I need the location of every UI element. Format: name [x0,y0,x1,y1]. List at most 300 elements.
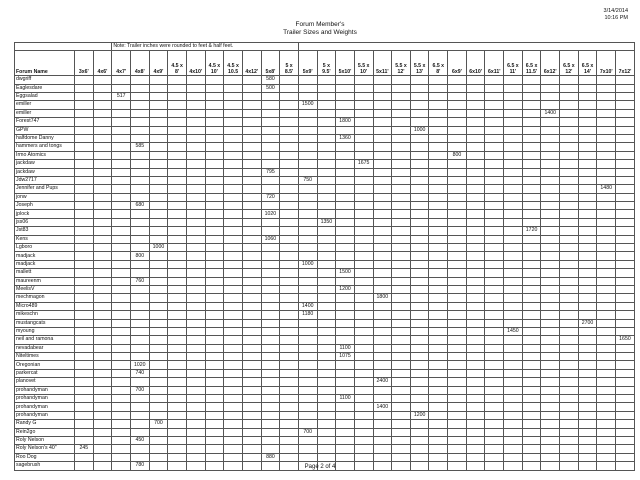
empty-cell [205,353,224,361]
empty-cell [578,151,597,159]
empty-cell [504,109,523,117]
empty-cell [336,193,355,201]
empty-cell [392,353,411,361]
column-header-line: 4x12' [245,69,259,76]
empty-cell [578,403,597,411]
empty-cell [93,369,112,377]
forum-name-cell: hammers and tongs [15,143,75,151]
empty-cell [541,411,560,419]
empty-cell [168,109,187,117]
empty-cell [448,202,467,210]
empty-cell [317,336,336,344]
empty-cell [466,84,485,92]
empty-cell [392,386,411,394]
empty-cell [354,277,373,285]
empty-cell [168,176,187,184]
empty-cell [392,302,411,310]
empty-cell [130,84,149,92]
column-header-size [429,51,448,76]
column-header-line: 7x10' [599,69,613,76]
empty-cell [466,353,485,361]
empty-cell [616,269,635,277]
empty-cell [280,134,299,142]
empty-cell [373,227,392,235]
empty-cell [336,336,355,344]
empty-cell [168,437,187,445]
empty-cell [522,176,541,184]
empty-cell [186,134,205,142]
empty-cell [261,437,280,445]
empty-cell [242,403,261,411]
empty-cell [466,76,485,84]
empty-cell [298,218,317,226]
column-header-line: 4x6' [97,69,108,76]
empty-cell [242,369,261,377]
empty-cell [112,134,131,142]
table-row [15,403,635,411]
column-header-line: 5.5 x [395,63,407,70]
empty-cell [504,294,523,302]
forum-name-cell: maureenm [15,277,75,285]
empty-cell [410,260,429,268]
empty-cell [298,403,317,411]
empty-cell [130,168,149,176]
forum-name-cell: sagebrush [15,462,75,470]
empty-cell [93,403,112,411]
empty-cell [112,344,131,352]
empty-cell [522,260,541,268]
empty-cell [242,319,261,327]
empty-cell [560,285,579,293]
empty-cell [410,395,429,403]
empty-cell [112,185,131,193]
empty-cell [224,453,243,461]
empty-cell [280,143,299,151]
empty-cell [149,260,168,268]
empty-cell [317,260,336,268]
empty-cell [93,227,112,235]
weight-cell: 780 [130,462,149,470]
empty-cell [392,134,411,142]
empty-cell [448,285,467,293]
empty-cell [168,386,187,394]
empty-cell [93,84,112,92]
empty-cell [130,92,149,100]
empty-cell [149,378,168,386]
weight-cell: 1350 [317,218,336,226]
empty-cell [186,109,205,117]
empty-cell [541,126,560,134]
empty-cell [112,269,131,277]
forum-name-cell: prohandyman [15,386,75,394]
empty-cell [541,369,560,377]
empty-cell [317,277,336,285]
empty-cell [522,109,541,117]
empty-cell [466,386,485,394]
empty-cell [522,118,541,126]
forum-name-cell: dwgriff [15,76,75,84]
empty-cell [149,327,168,335]
empty-cell [504,302,523,310]
title-line-1: Forum Member's [295,21,345,28]
empty-cell [354,218,373,226]
empty-cell [93,168,112,176]
empty-cell [578,252,597,260]
empty-cell [429,101,448,109]
column-header-size [298,51,317,76]
empty-cell [205,134,224,142]
empty-cell [261,244,280,252]
empty-cell [597,109,616,117]
empty-cell [112,151,131,159]
empty-cell [410,269,429,277]
empty-cell [205,428,224,436]
empty-cell [373,260,392,268]
empty-cell [354,353,373,361]
empty-cell [373,185,392,193]
empty-cell [224,386,243,394]
empty-cell [205,344,224,352]
empty-cell [410,445,429,453]
empty-cell [205,143,224,151]
empty-cell [224,185,243,193]
empty-cell [149,193,168,201]
empty-cell [354,420,373,428]
empty-cell [298,285,317,293]
empty-cell [504,361,523,369]
empty-cell [616,294,635,302]
empty-cell [504,76,523,84]
empty-cell [280,386,299,394]
empty-cell [168,244,187,252]
print-time: 10:16 PM [604,15,628,21]
empty-cell [75,151,94,159]
empty-cell [75,168,94,176]
column-header-size [261,51,280,76]
empty-cell [392,269,411,277]
empty-cell [336,168,355,176]
empty-cell [224,361,243,369]
empty-cell [597,344,616,352]
empty-cell [485,168,504,176]
empty-cell [560,277,579,285]
empty-cell [578,420,597,428]
empty-cell [317,386,336,394]
empty-cell [186,311,205,319]
empty-cell [298,361,317,369]
empty-cell [242,143,261,151]
empty-cell [93,361,112,369]
empty-cell [485,428,504,436]
empty-cell [224,302,243,310]
empty-cell [410,361,429,369]
empty-cell [522,126,541,134]
empty-cell [75,76,94,84]
empty-cell [485,210,504,218]
empty-cell [186,101,205,109]
empty-cell [448,218,467,226]
empty-cell [504,101,523,109]
empty-cell [578,176,597,184]
empty-cell [205,411,224,419]
column-header-size [485,51,504,76]
empty-cell [149,76,168,84]
empty-cell [224,277,243,285]
empty-cell [410,227,429,235]
empty-cell [75,218,94,226]
column-header-line: 12' [397,69,405,76]
empty-cell [354,134,373,142]
empty-cell [578,445,597,453]
empty-cell [112,160,131,168]
empty-cell [597,92,616,100]
empty-cell [130,428,149,436]
empty-cell [373,453,392,461]
empty-cell [410,109,429,117]
empty-cell [541,210,560,218]
weight-cell: 880 [261,453,280,461]
empty-cell [504,185,523,193]
empty-cell [93,420,112,428]
empty-cell [373,151,392,159]
empty-cell [336,369,355,377]
empty-cell [560,336,579,344]
empty-cell [429,193,448,201]
empty-cell [429,344,448,352]
empty-cell [149,126,168,134]
empty-cell [130,411,149,419]
empty-cell [522,386,541,394]
column-header-line: 5 x [322,63,330,70]
empty-cell [242,445,261,453]
table-row [15,160,635,168]
empty-cell [130,134,149,142]
empty-cell [75,437,94,445]
empty-cell [205,118,224,126]
empty-cell [224,353,243,361]
empty-cell [522,101,541,109]
empty-cell [112,453,131,461]
empty-cell [373,344,392,352]
empty-cell [392,218,411,226]
empty-cell [597,327,616,335]
empty-cell [485,437,504,445]
empty-cell [560,244,579,252]
empty-cell [354,202,373,210]
empty-cell [186,84,205,92]
empty-cell [298,126,317,134]
empty-cell [298,160,317,168]
empty-cell [504,445,523,453]
empty-cell [354,252,373,260]
empty-cell [168,160,187,168]
empty-cell [354,411,373,419]
empty-cell [130,453,149,461]
forum-name-cell: jonw [15,193,75,201]
empty-cell [504,353,523,361]
empty-cell [168,202,187,210]
empty-cell [504,176,523,184]
empty-cell [298,143,317,151]
table-row [15,285,635,293]
empty-cell [149,294,168,302]
weight-cell: 1800 [336,118,355,126]
empty-cell [578,437,597,445]
empty-cell [578,134,597,142]
empty-cell [186,420,205,428]
empty-cell [466,168,485,176]
forum-name-cell: jackdaw [15,168,75,176]
page-title [0,21,640,37]
empty-cell [93,109,112,117]
empty-cell [616,277,635,285]
empty-cell [410,285,429,293]
weight-cell: 1100 [336,344,355,352]
empty-cell [317,126,336,134]
empty-cell [168,311,187,319]
empty-cell [168,285,187,293]
empty-cell [336,92,355,100]
empty-cell [560,420,579,428]
empty-cell [373,319,392,327]
column-header-size [392,51,411,76]
weight-cell: 1500 [298,101,317,109]
empty-cell [522,210,541,218]
table-row [15,420,635,428]
empty-cell [485,453,504,461]
column-header-line: 4.5 x [227,63,239,70]
empty-cell [205,126,224,134]
empty-cell [578,428,597,436]
empty-cell [466,143,485,151]
empty-cell [130,319,149,327]
empty-cell [336,437,355,445]
empty-cell [280,252,299,260]
empty-cell [466,437,485,445]
empty-cell [485,235,504,243]
empty-cell [410,311,429,319]
column-header-line: 6x12' [543,69,557,76]
empty-cell [373,411,392,419]
empty-cell [75,327,94,335]
empty-cell [205,244,224,252]
empty-cell [242,109,261,117]
empty-cell [541,302,560,310]
empty-cell [616,428,635,436]
empty-cell [186,344,205,352]
empty-cell [336,218,355,226]
empty-cell [75,369,94,377]
empty-cell [242,101,261,109]
column-header-size [578,51,597,76]
empty-cell [541,453,560,461]
empty-cell [410,302,429,310]
empty-cell [560,294,579,302]
empty-cell [242,386,261,394]
empty-cell [354,369,373,377]
empty-cell [224,411,243,419]
empty-cell [93,76,112,84]
trailer-table [14,42,635,471]
empty-cell [93,151,112,159]
empty-cell [392,411,411,419]
empty-cell [261,336,280,344]
column-header-size [75,51,94,76]
empty-cell [448,361,467,369]
empty-cell [392,294,411,302]
empty-cell [410,101,429,109]
empty-cell [93,336,112,344]
empty-cell [597,336,616,344]
empty-cell [504,210,523,218]
empty-cell [336,453,355,461]
empty-cell [560,369,579,377]
table-row [15,143,635,151]
empty-cell [336,411,355,419]
column-header-line: 5.5 x [413,63,426,70]
empty-cell [112,411,131,419]
empty-cell [466,395,485,403]
empty-cell [616,202,635,210]
empty-cell [317,294,336,302]
empty-cell [130,193,149,201]
empty-cell [429,336,448,344]
empty-cell [522,403,541,411]
empty-cell [466,92,485,100]
empty-cell [560,395,579,403]
empty-cell [93,311,112,319]
empty-cell [504,134,523,142]
weight-cell: 1400 [373,403,392,411]
weight-cell: 1000 [410,126,429,134]
empty-cell [317,118,336,126]
empty-cell [354,101,373,109]
empty-cell [75,277,94,285]
empty-cell [317,168,336,176]
empty-cell [616,168,635,176]
empty-cell [186,277,205,285]
empty-cell [597,227,616,235]
empty-cell [242,126,261,134]
empty-cell [541,202,560,210]
empty-cell [354,361,373,369]
table-row [15,252,635,260]
empty-cell [75,269,94,277]
forum-name-cell: myoung [15,327,75,335]
empty-cell [149,302,168,310]
empty-cell [485,252,504,260]
empty-cell [242,260,261,268]
empty-cell [93,269,112,277]
empty-cell [373,218,392,226]
empty-cell [522,185,541,193]
column-header-line: 6.5 x [525,63,538,70]
empty-cell [354,109,373,117]
table-row [15,353,635,361]
empty-cell [373,445,392,453]
empty-cell [224,269,243,277]
empty-cell [616,361,635,369]
empty-cell [504,160,523,168]
empty-cell [168,134,187,142]
empty-cell [392,445,411,453]
empty-cell [522,294,541,302]
empty-cell [75,92,94,100]
empty-cell [485,395,504,403]
empty-cell [616,193,635,201]
empty-cell [298,109,317,117]
empty-cell [317,227,336,235]
